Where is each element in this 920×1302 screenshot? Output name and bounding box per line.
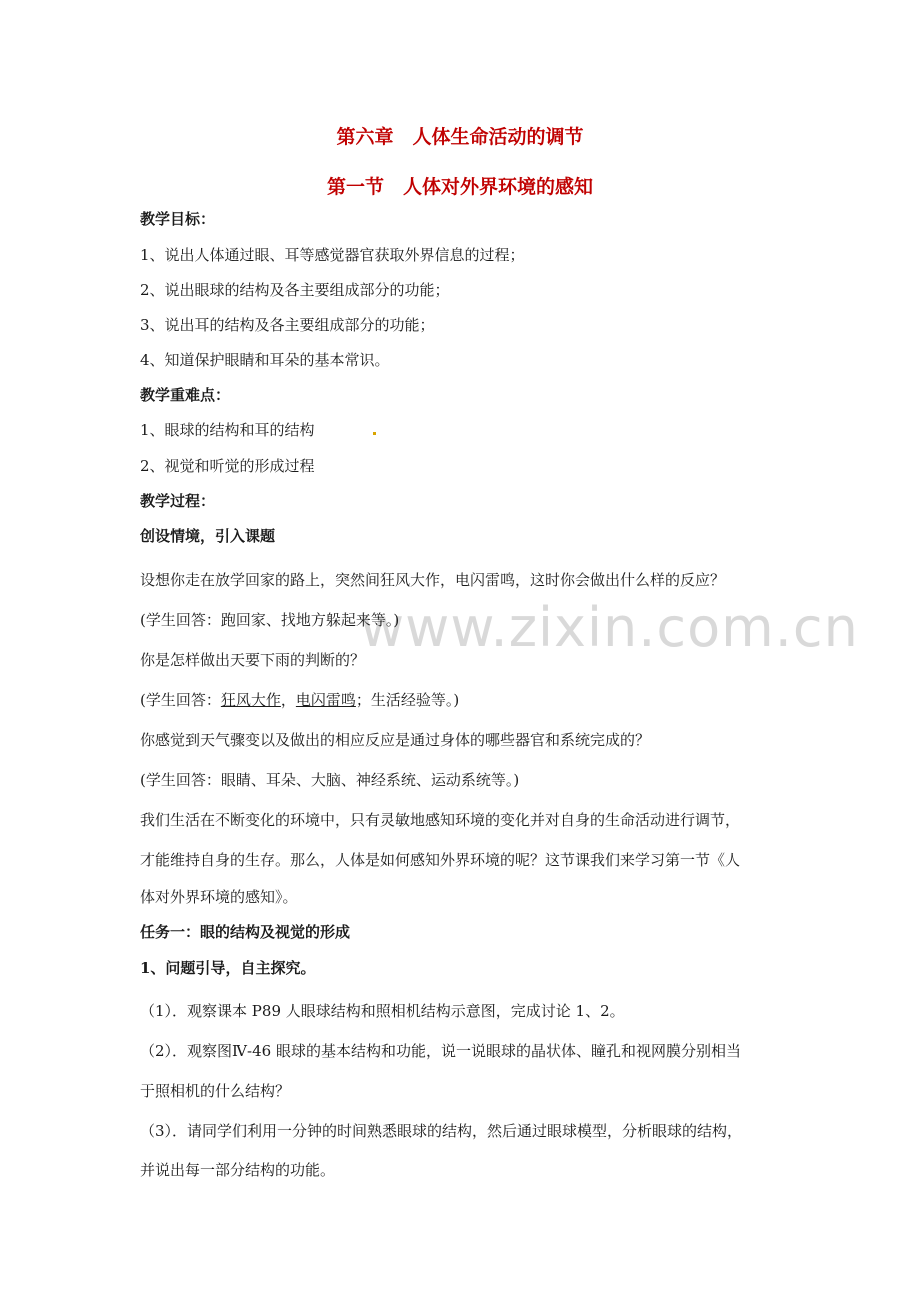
intro-paragraph-line-1: 我们生活在不断变化的环境中，只有灵敏地感知环境的变化并对自身的生命活动进行调节， (140, 811, 741, 829)
section-title: 第一节 人体对外界环境的感知 (326, 176, 593, 198)
answer-2-underlined-2: 电闪雷鸣 (295, 691, 356, 709)
task1-item-2-line-2: 于照相机的什么结构？ (140, 1082, 291, 1100)
objective-item-4: 4、知道保护眼睛和耳朵的基本常识。 (140, 351, 390, 369)
task1-subheading: 1、问题引导，自主探究。 (140, 959, 316, 977)
answer-2-sep: ， (280, 691, 296, 709)
task1-item-2-line-1: （2）．观察图Ⅳ-46 眼球的基本结构和功能，说一说眼球的晶状体、瞳孔和视网膜分别相当 (140, 1042, 741, 1060)
intro-paragraph-line-3: 体对外界环境的感知》。 (140, 888, 298, 906)
key-point-item-1: 1、眼球的结构和耳的结构 (140, 421, 315, 439)
stray-mark (373, 432, 376, 435)
answer-2 (140, 689, 459, 711)
intro-heading: 创设情境，引入课题 (140, 527, 276, 545)
task1-item-3-line-1: （3）．请同学们利用一分钟的时间熟悉眼球的结构，然后通过眼球模型，分析眼球的结构， (140, 1122, 743, 1140)
task1-heading: 任务一：眼的结构及视觉的形成 (140, 923, 351, 941)
answer-2-underlined-1: 狂风大作 (220, 691, 281, 709)
objective-item-2: 2、说出眼球的结构及各主要组成部分的功能； (140, 281, 450, 299)
key-point-item-2: 2、视觉和听觉的形成过程 (140, 457, 315, 475)
answer-2-prefix: (学生回答： (140, 691, 221, 709)
answer-3: (学生回答：眼睛、耳朵、大脑、神经系统、运动系统等。) (140, 771, 520, 789)
objective-item-1: 1、说出人体通过眼、耳等感觉器官获取外界信息的过程； (140, 246, 525, 264)
answer-1: (学生回答：跑回家、找地方躲起来等。) (140, 611, 400, 629)
intro-paragraph-line-2: 才能维持自身的生存。那么，人体是如何感知外界环境的呢？这节课我们来学习第一节《人 (140, 851, 741, 869)
question-3: 你感觉到天气骤变以及做出的相应反应是通过身体的哪些器官和系统完成的？ (140, 731, 651, 749)
objective-item-3: 3、说出耳的结构及各主要组成部分的功能； (140, 316, 435, 334)
chapter-title: 第六章 人体生命活动的调节 (336, 126, 584, 148)
question-1: 设想你走在放学回家的路上，突然间狂风大作，电闪雷鸣，这时你会做出什么样的反应？ (140, 571, 726, 589)
answer-2-suffix: ；生活经验等。) (355, 691, 460, 709)
watermark: www.zixin.com.cn (360, 596, 859, 659)
question-2: 你是怎样做出天要下雨的判断的？ (140, 651, 366, 669)
objectives-heading: 教学目标： (140, 210, 216, 228)
process-heading: 教学过程： (140, 492, 216, 510)
task1-item-3-line-2: 并说出每一部分结构的功能。 (140, 1161, 336, 1179)
key-points-heading: 教学重难点： (140, 386, 231, 404)
task1-item-1: （1）．观察课本 P89 人眼球结构和照相机结构示意图，完成讨论 1、2。 (140, 1002, 625, 1020)
